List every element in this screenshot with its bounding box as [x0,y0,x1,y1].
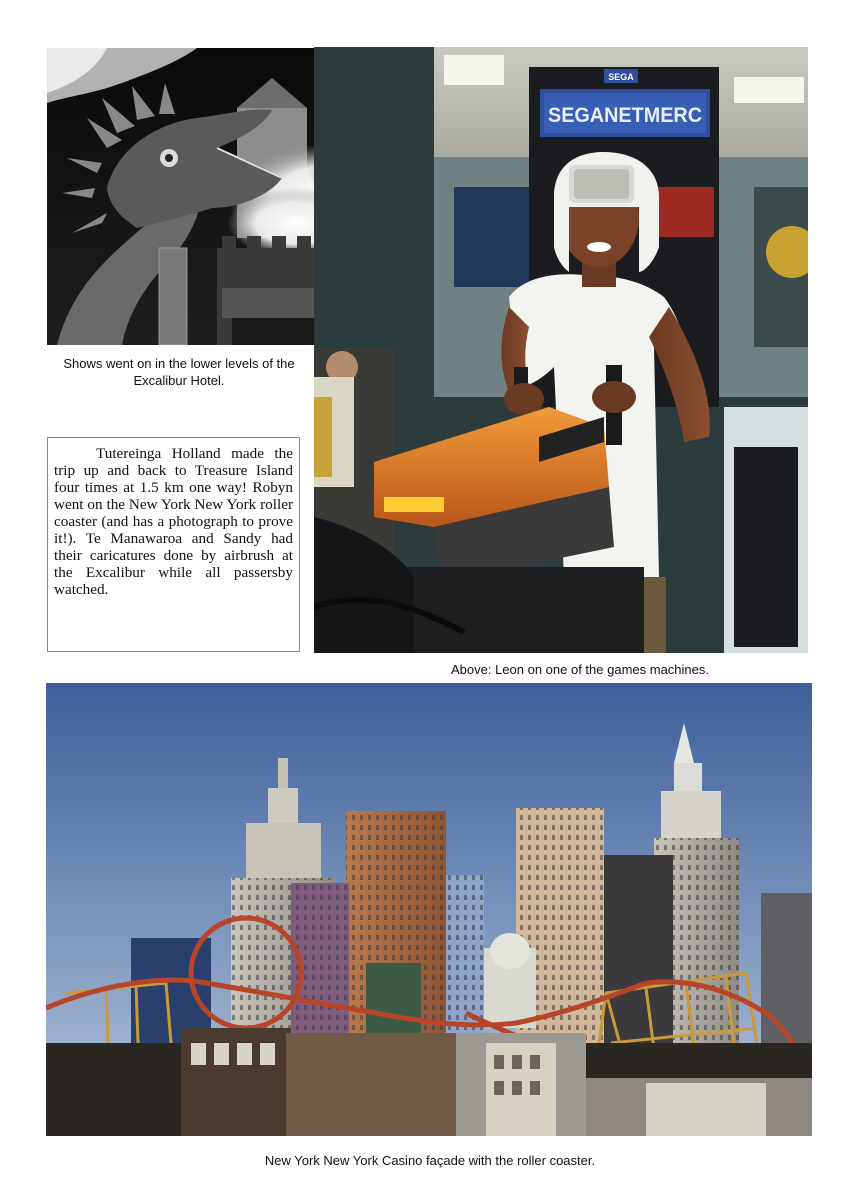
nyny-photo-caption: New York New York Casino façade with the roller coaster. [264,1153,596,1168]
photo-arcade-games-machine [314,47,808,653]
arcade-photo-graphic [314,47,808,653]
arcade-photo-caption: Above: Leon on one of the games machines. [450,662,709,677]
dragon-photo-caption: Shows went on in the lower levels of the Excalibur Hotel. [63,356,295,388]
story-text-box [47,437,300,652]
story-paragraph: Tutereinga Holland made the trip up and back to Treasure Island four times at 1.5 km one way! Robyn went on the New York New York roller coaster (and has a photograph to prove it!). Te Manawaroa and Sandy had their caricatures done by airbrush at the Excalibur while all passersby watched. [54,445,293,598]
nyny-photo-graphic [46,683,812,1136]
cabinet-brand-label: SEGA [608,72,634,82]
cabinet-marquee-label: SEGANETMERC [548,104,702,127]
photo-new-york-new-york-facade [46,683,812,1136]
